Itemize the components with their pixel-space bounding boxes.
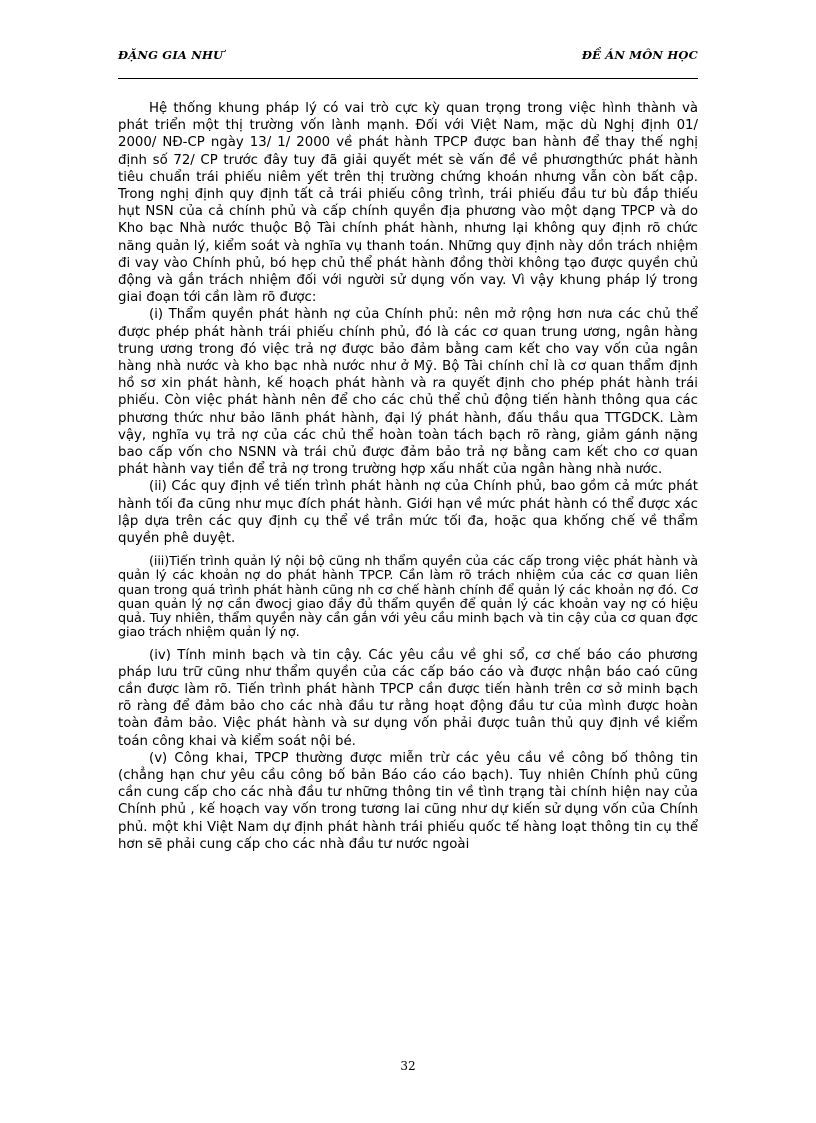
paragraph-item-iv: (iv) Tính minh bạch và tin cậy. Các yêu cầu về ghi sổ, cơ chế báo cáo phương pháp lưu trữ cũng như thẩm quyền của các cấp báo cáo và được nhận báo caó cũng cần được làm rõ. Tiến trình phát hành TPCP cần được tiến hành trên cơ sở minh bạch rõ ràng để đảm bảo cho các nhà đầu tư rằng hoạt động đầu tư của mình được hoàn toàn đảm bảo. Việc phát hành và sư dụng vốn phải được tuân thủ quy định về kiểm toán công khai và kiểm soát nội bé. [118, 647, 698, 749]
paragraph-intro: Hệ thống khung pháp lý có vai trò cực kỳ quan trọng trong việc hình thành và phát triển một thị trường vốn lành mạnh. Đối với Việt Nam, mặc dù Nghị định 01/ 2000/ NĐ-CP ngày 13/ 1/ 2000 về phát hành TPCP được ban hành để thay thế nghị định số 72/ CP trước đây tuy đã giải quyết mét sè vấn đề về phươngthức phát hành tiêu chuẩn trái phiếu niêm yết trên thị trường chứng khoán nhưng vẫn còn bất cập. Trong nghị định quy định tất cả trái phiếu công trình, trái phiếu đầu tư bù đắp thiếu hụt NSN của cả chính phủ và cấp chính quyền địa phương vào một dạng TPCP và do Kho bạc Nhà nước thuộc Bộ Tài chính phát hành, nhưng lại không quy định rõ chức năng quản lý, kiểm soát và nghĩa vụ thanh toán. Những quy định này dồn trách nhiệm đi vay vào Chính phủ, bó hẹp chủ thể phát hành đồng thời không tạo được quyền chủ động và gắn trách nhiệm đối với người sử dụng vốn vay. Vì vậy khung pháp lý trong giai đoạn tới cần làm rõ được: [118, 101, 698, 306]
page-header [118, 48, 698, 79]
author-name: ĐẶNG GIA NHƯ [118, 48, 224, 62]
page-number: 32 [400, 1059, 416, 1073]
paragraph-item-ii: (ii) Các quy định về tiến trình phát hành nợ của Chính phủ, bao gồm cả mức phát hành tối đa cũng như mục đích phát hành. Giới hạn về mức phát hành có thể được xác lập dựa trên các quy định cụ thể về trần mức tối đa, hoặc qua khống chế về thẩm quyền phê duyệt. [118, 479, 698, 547]
document-title: ĐỀ ÁN MÔN HỌC [581, 48, 698, 62]
paragraph-item-iii: (iii)Tiến trình quản lý nội bộ cũng nh thẩm quyền của các cấp trong việc phát hành và quản lý các khoản nợ do phát hành TPCP. Cần làm rõ trách nhiệm của các cơ quan liên quan trong quá trình phát hành cũng nh cơ chế hành chính để quản lý các khoản nợ đó. Cơ quan quản lý nợ cần đwocj giao đầy đủ thẩm quyền để quản lý các khoản vay nợ có hiệu quả. Tuy nhiên, thẩm quyền này cần gắn với yêu cầu minh bạch và tin cậy của cơ quan đợc giao trách nhiệm quản lý nợ. [118, 554, 698, 641]
document-body [118, 100, 698, 853]
paragraph-item-i: (i) Thẩm quyền phát hành nợ của Chính phủ: nên mở rộng hơn nưa các chủ thể được phép phát hành trái phiếu chính phủ, đó là các cơ quan trung ương, ngân hàng trung ương trong đó việc trả nợ được bảo đảm bằng cam kết cho vay vốn của ngân hàng nhà nước và kho bạc nhà nước như ở Mỹ. Bộ Tài chính chỉ là cơ quan thẩm định hồ sơ xin phát hành, kế hoạch phát hành và ra quyết định cho phép phát hành trái phiếu. Còn việc phát hành nên để cho các chủ thể chủ động tiến hành thông qua các phương thức như bảo lãnh phát hành, đại lý phát hành, đấu thầu qua TTGDCK. Làm vậy, nghĩa vụ trả nợ của các chủ thể hoàn toàn tách bạch rõ ràng, giảm gánh nặng bao cấp vốn cho NSNN và trái chủ được đảm bảo trả nợ bằng cam kết cho cơ quan phát hành vay tiền để trả nợ trong trường hợp xấu nhất của ngân hàng nhà nước. [118, 307, 698, 478]
paragraph-item-v: (v) Công khai, TPCP thường được miễn trừ các yêu cầu về công bố thông tin (chẳng hạn chư yêu cầu công bố bản Báo cáo cáo bạch). Tuy nhiên Chính phủ cũng cần cung cấp cho các nhà đầu tư những thông tin về tình trạng tài chính hiện nay của Chính phủ , kế hoạch vay vốn trong tương lai cũng như dự kiến sử dụng vốn của Chính phủ. một khi Việt Nam dự định phát hành trái phiếu quốc tế hàng loạt thông tin cụ thể hơn sẽ phải cung cấp cho các nhà đầu tư nước ngoài [118, 750, 698, 852]
